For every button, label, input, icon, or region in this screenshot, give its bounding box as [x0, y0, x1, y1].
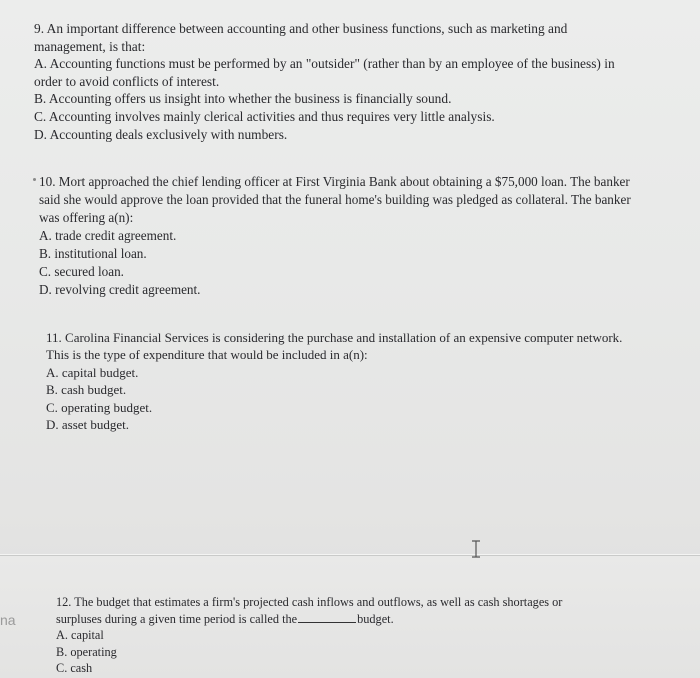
- question-10: [39, 173, 631, 299]
- question-9-option-a-line-1: A. Accounting functions must be performed by an "outsider" (rather than by an employee of the business) in: [34, 56, 615, 72]
- question-12-option-c: C. cash: [56, 661, 93, 676]
- question-12-option-b: B. operating: [56, 644, 117, 659]
- question-10-option-c: C. secured loan.: [39, 264, 124, 279]
- question-12-stem-line-1: 12. The budget that estimates a firm's projected cash inflows and outflows, as well as cash shortages or: [56, 595, 563, 609]
- question-11-option-d: D. asset budget.: [46, 417, 130, 433]
- question-10-option-d: D. revolving credit agreement.: [39, 282, 201, 297]
- question-9: [34, 20, 615, 143]
- question-9-option-b: B. Accounting offers us insight into whether the business is financially sound.: [34, 91, 452, 107]
- answer-blank: [298, 611, 356, 623]
- question-12-option-a: A. capital: [56, 628, 104, 643]
- question-10-stem-line-1: 10. Mort approached the chief lending officer at First Virginia Bank about obtaining a $75,000 loan. The banker: [39, 174, 630, 189]
- question-11-option-c: C. operating budget.: [46, 399, 153, 415]
- question-12: [56, 594, 562, 677]
- question-12-stem-line-2: [56, 611, 562, 628]
- question-10-option-b: B. institutional loan.: [39, 246, 147, 261]
- question-9-option-a-line-2: order to avoid conflicts of interest.: [34, 73, 220, 89]
- question-11-option-b: B. cash budget.: [46, 382, 127, 398]
- text-cursor-icon: [470, 540, 482, 558]
- question-9-option-c: C. Accounting involves mainly clerical activities and thus requires very little analysis.: [34, 108, 495, 124]
- question-12-stem-line-2-part-1: surpluses during a given time period is called the: [56, 611, 298, 626]
- question-11-stem-line-1: 11. Carolina Financial Services is considering the purchase and installation of an expensive computer network.: [46, 330, 623, 345]
- left-edge-fragment: na: [0, 612, 16, 628]
- question-12-stem-line-2-part-2: budget.: [357, 611, 394, 626]
- question-9-stem-line-2: management, is that:: [34, 38, 146, 54]
- stray-dot: [33, 178, 36, 181]
- question-10-option-a: A. trade credit agreement.: [39, 228, 177, 243]
- question-9-stem-line-1: 9. An important difference between accounting and other business functions, such as marketing and: [34, 21, 568, 36]
- question-11-stem-line-2: This is the type of expenditure that would be included in a(n):: [46, 347, 368, 363]
- question-9-option-d: D. Accounting deals exclusively with numbers.: [34, 126, 288, 142]
- question-10-stem-line-2: said she would approve the loan provided that the funeral home's building was pledged as collateral. The banker: [39, 192, 631, 207]
- question-11: [46, 329, 622, 433]
- question-11-option-a: A. capital budget.: [46, 364, 139, 380]
- question-10-stem-line-3: was offering a(n):: [39, 210, 134, 225]
